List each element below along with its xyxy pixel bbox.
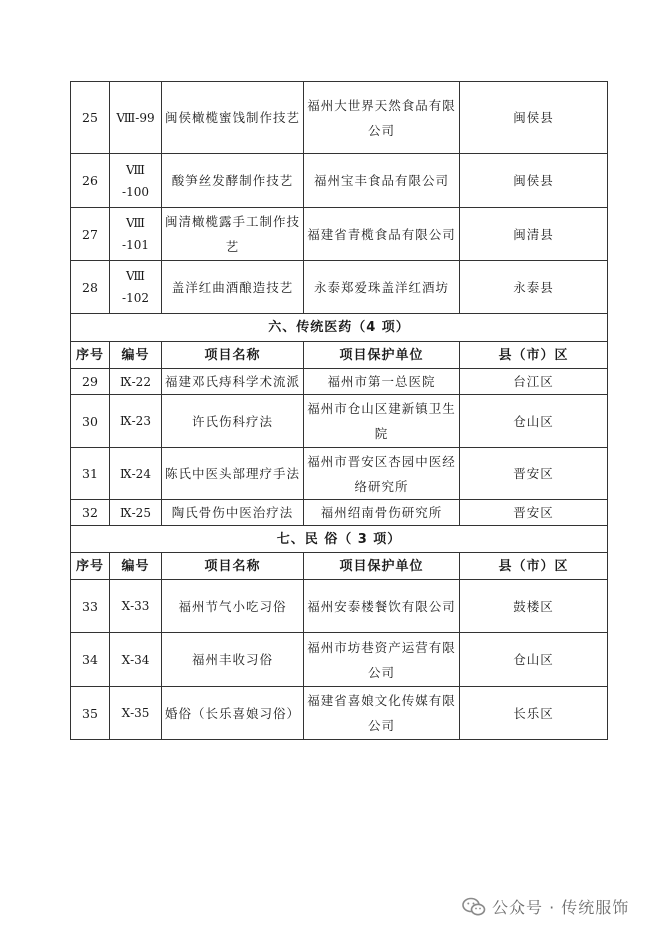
row-code: Ⅷ-99 <box>110 82 162 154</box>
row-code: Ⅷ -100 <box>110 154 162 208</box>
row-code: Ⅹ-34 <box>110 633 162 687</box>
column-header: 县（市）区 <box>460 553 608 580</box>
table-row <box>71 154 608 208</box>
row-number: 27 <box>71 208 110 261</box>
county: 闽清县 <box>460 208 608 261</box>
row-number: 35 <box>71 687 110 740</box>
table-row <box>71 208 608 261</box>
county: 永泰县 <box>460 261 608 314</box>
column-header: 项目名称 <box>162 553 304 580</box>
column-header: 县（市）区 <box>460 342 608 369</box>
section-title: 六、传统医药（4 项） <box>71 314 608 342</box>
table-header-row <box>71 553 608 580</box>
protection-unit: 永泰郑爱珠盖洋红酒坊 <box>304 261 460 314</box>
county: 闽侯县 <box>460 82 608 154</box>
row-code: Ⅹ-35 <box>110 687 162 740</box>
section-folk-customs <box>71 526 608 553</box>
row-code: Ⅹ-33 <box>110 580 162 633</box>
table-row <box>71 261 608 314</box>
project-name: 婚俗（长乐喜娘习俗） <box>162 687 304 740</box>
row-code: Ⅸ-22 <box>110 369 162 395</box>
project-name: 许氏伤科疗法 <box>162 395 304 448</box>
project-name: 陶氏骨伤中医治疗法 <box>162 500 304 526</box>
table-row <box>71 500 608 526</box>
section-traditional-medicine <box>71 314 608 342</box>
row-number: 30 <box>71 395 110 448</box>
county: 晋安区 <box>460 448 608 500</box>
row-code: Ⅸ-25 <box>110 500 162 526</box>
row-number: 32 <box>71 500 110 526</box>
county: 鼓楼区 <box>460 580 608 633</box>
row-number: 34 <box>71 633 110 687</box>
column-header: 项目保护单位 <box>304 553 460 580</box>
project-name: 盖洋红曲酒酿造技艺 <box>162 261 304 314</box>
county: 长乐区 <box>460 687 608 740</box>
project-name: 闽清橄榄露手工制作技艺 <box>162 208 304 261</box>
county: 仓山区 <box>460 395 608 448</box>
table-row <box>71 580 608 633</box>
table-header-row <box>71 342 608 369</box>
project-name: 福州节气小吃习俗 <box>162 580 304 633</box>
protection-unit: 福州大世界天然食品有限公司 <box>304 82 460 154</box>
row-code: Ⅸ-23 <box>110 395 162 448</box>
column-header: 编号 <box>110 342 162 369</box>
column-header: 编号 <box>110 553 162 580</box>
project-name: 福建邓氏痔科学术流派 <box>162 369 304 395</box>
table-row <box>71 687 608 740</box>
row-number: 29 <box>71 369 110 395</box>
table-row <box>71 369 608 395</box>
county: 闽侯县 <box>460 154 608 208</box>
county: 晋安区 <box>460 500 608 526</box>
protection-unit: 福州市晋安区杏园中医经络研究所 <box>304 448 460 500</box>
protection-unit: 福州安泰楼餐饮有限公司 <box>304 580 460 633</box>
row-number: 28 <box>71 261 110 314</box>
table-row <box>71 395 608 448</box>
section-title: 七、民 俗（ 3 项） <box>71 526 608 553</box>
watermark <box>462 895 629 918</box>
protection-unit: 福州宝丰食品有限公司 <box>304 154 460 208</box>
protection-unit: 福州绍南骨伤研究所 <box>304 500 460 526</box>
column-header: 项目名称 <box>162 342 304 369</box>
row-number: 33 <box>71 580 110 633</box>
county: 仓山区 <box>460 633 608 687</box>
protection-unit: 福州市仓山区建新镇卫生院 <box>304 395 460 448</box>
wechat-icon <box>462 897 486 917</box>
watermark-text: 公众号 · 传统服饰 <box>492 898 630 917</box>
row-code: Ⅸ-24 <box>110 448 162 500</box>
project-name: 福州丰收习俗 <box>162 633 304 687</box>
project-name: 陈氏中医头部理疗手法 <box>162 448 304 500</box>
protection-unit: 福州市坊巷资产运营有限公司 <box>304 633 460 687</box>
column-header: 序号 <box>71 553 110 580</box>
county: 台江区 <box>460 369 608 395</box>
table-row <box>71 82 608 154</box>
column-header: 项目保护单位 <box>304 342 460 369</box>
row-code: Ⅷ -101 <box>110 208 162 261</box>
project-name: 酸笋丝发酵制作技艺 <box>162 154 304 208</box>
heritage-table <box>70 81 608 740</box>
project-name: 闽侯橄榄蜜饯制作技艺 <box>162 82 304 154</box>
row-number: 26 <box>71 154 110 208</box>
table-row <box>71 633 608 687</box>
protection-unit: 福州市第一总医院 <box>304 369 460 395</box>
row-number: 25 <box>71 82 110 154</box>
column-header: 序号 <box>71 342 110 369</box>
row-code: Ⅷ -102 <box>110 261 162 314</box>
protection-unit: 福建省青榄食品有限公司 <box>304 208 460 261</box>
heritage-list-page <box>70 81 607 740</box>
table-row <box>71 448 608 500</box>
row-number: 31 <box>71 448 110 500</box>
protection-unit: 福建省喜娘文化传媒有限公司 <box>304 687 460 740</box>
